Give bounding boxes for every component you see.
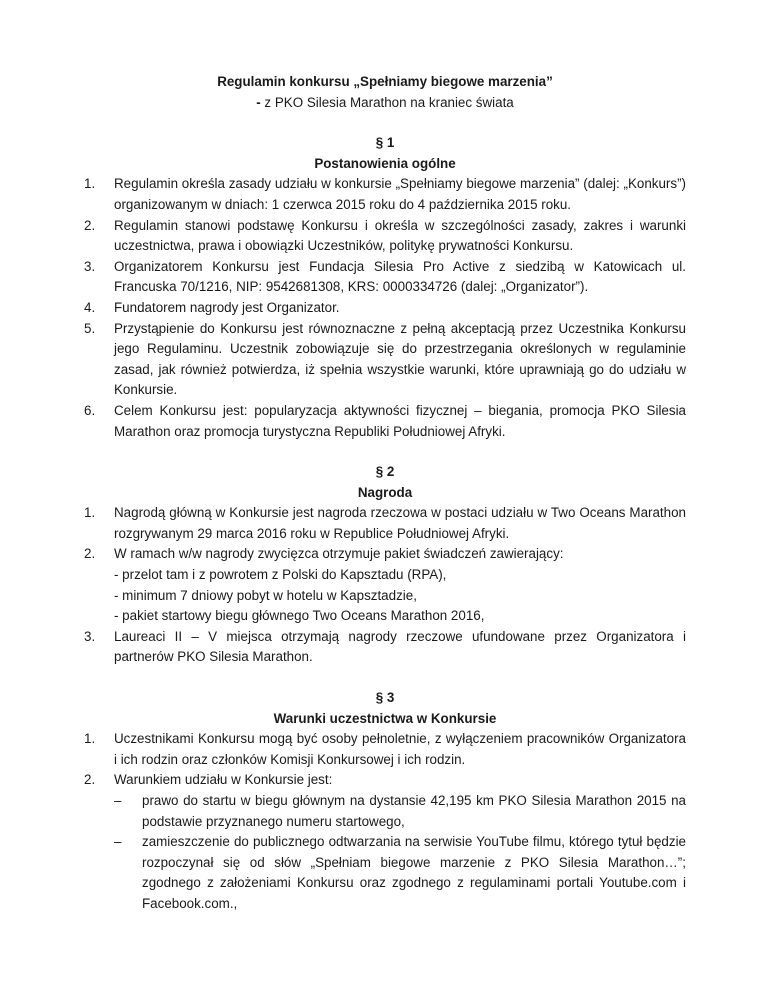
list-item xyxy=(84,298,686,319)
document-body xyxy=(84,72,686,915)
item-number: 2. xyxy=(84,217,96,233)
item-number: 6. xyxy=(84,402,96,418)
prize-line: - przelot tam i z powrotem z Polski do Kapsztadu (RPA), xyxy=(114,567,447,583)
document-subtitle xyxy=(84,93,686,114)
item-text: Warunkiem udziału w Konkursie jest: xyxy=(114,772,333,788)
item-number: 3. xyxy=(84,258,96,274)
item-text: Celem Konkursu jest: popularyzacja aktywności fizycznej – biegania, promocja PKO Silesia Marathon oraz promocja turystyczna Republiki Południowej Afryki. xyxy=(114,402,686,439)
section-3 xyxy=(84,688,686,915)
condition-list xyxy=(114,791,686,915)
item-number: 3. xyxy=(84,628,96,644)
item-number: 1. xyxy=(84,505,96,521)
condition-item xyxy=(114,791,686,832)
list-item xyxy=(84,770,686,914)
subtitle-dash: - xyxy=(256,94,265,110)
section-list xyxy=(84,729,686,914)
condition-text: prawo do startu w biegu głównym na dystansie 42,195 km PKO Silesia Marathon 2015 na podstawie przyznanego numeru startowego, xyxy=(142,793,686,829)
list-item xyxy=(84,257,686,298)
item-text: Nagrodą główną w Konkursie jest nagroda rzeczowa w postaci udziału w Two Oceans Marathon rozgrywanym 29 marca 2016 roku w Republice Południowej Afryki. xyxy=(114,505,686,541)
prize-line: - pakiet startowy biegu głównego Two Oceans Marathon 2016, xyxy=(114,608,485,624)
prize-line: - minimum 7 dniowy pobyt w hotelu w Kapsztadzie, xyxy=(114,587,417,603)
item-text: Fundatorem nagrody jest Organizator. xyxy=(114,299,340,315)
list-item xyxy=(84,627,686,668)
dash-bullet: – xyxy=(114,834,122,850)
item-text: Laureaci II – V miejsca otrzymają nagrody rzeczowe ufundowane przez Organizatora i partnerów PKO Silesia Marathon. xyxy=(114,628,686,665)
list-item xyxy=(84,216,686,257)
item-number: 2. xyxy=(84,546,96,562)
item-text: Uczestnikami Konkursu mogą być osoby pełnoletnie, z wyłączeniem pracowników Organizatora i ich rodzin oraz członków Komisji Konkursowej i ich rodzin. xyxy=(114,731,686,767)
item-text: W ramach w/w nagrody zwycięzca otrzymuje pakiet świadczeń zawierający: xyxy=(114,546,564,562)
section-list xyxy=(84,503,686,668)
item-text: Przystąpienie do Konkursu jest równoznaczne z pełną akceptacją przez Uczestnika Konkursu jego Regulaminu. Uczestnik zobowiązuje się do przestrzegania określonych w regulaminie zasad, jak również potwierdza, iż spełnia wszystkie warunki, które uprawniają go do udziału w Konkursie. xyxy=(114,320,686,398)
section-number: § 2 xyxy=(375,464,395,480)
section-title: Nagroda xyxy=(357,484,413,500)
section-list xyxy=(84,174,686,442)
section-number: § 3 xyxy=(375,690,395,706)
item-number: 1. xyxy=(84,731,96,747)
subtitle-text: z PKO Silesia Marathon na kraniec świata xyxy=(264,94,514,110)
list-item xyxy=(84,401,686,442)
item-number: 5. xyxy=(84,320,96,336)
item-text: Organizatorem Konkursu jest Fundacja Silesia Pro Active z siedzibą w Katowicach ul. Francuska 70/1216, NIP: 9542681308, KRS: 0000334726 (dalej: „Organizator”). xyxy=(114,258,686,295)
list-item xyxy=(84,319,686,401)
list-item xyxy=(84,503,686,544)
section-1 xyxy=(84,133,686,442)
section-number: § 1 xyxy=(375,135,395,151)
item-text: Regulamin określa zasady udziału w konkursie „Spełniamy biegowe marzenia” (dalej: „Konkurs”) organizowanym w dniach: 1 czerwca 2015 roku do 4 października 2015 roku. xyxy=(114,176,686,212)
document-title: Regulamin konkursu „Spełniamy biegowe marzenia” xyxy=(217,74,553,89)
list-item xyxy=(84,729,686,770)
section-2 xyxy=(84,462,686,668)
item-number: 2. xyxy=(84,772,96,788)
condition-item xyxy=(114,832,686,914)
item-number: 4. xyxy=(84,299,96,315)
list-item xyxy=(84,174,686,215)
section-title: Postanowienia ogólne xyxy=(314,155,456,171)
list-item xyxy=(84,544,686,626)
item-text: Regulamin stanowi podstawę Konkursu i określa w szczególności zasady, zakres i warunki uczestnictwa, prawa i obowiązki Uczestników, politykę prywatności Konkursu. xyxy=(114,217,686,254)
item-number: 1. xyxy=(84,176,96,192)
section-title: Warunki uczestnictwa w Konkursie xyxy=(273,710,497,726)
condition-text: zamieszczenie do publicznego odtwarzania na serwisie YouTube filmu, którego tytuł będzie rozpoczynał się od słów „Spełniam biegowe marzenie z PKO Silesia Marathon…”; zgodnego z założeniami Konkursu oraz zgodnego z regulaminami portali Youtube.com i Facebook.com., xyxy=(142,834,686,911)
dash-bullet: – xyxy=(114,793,122,808)
